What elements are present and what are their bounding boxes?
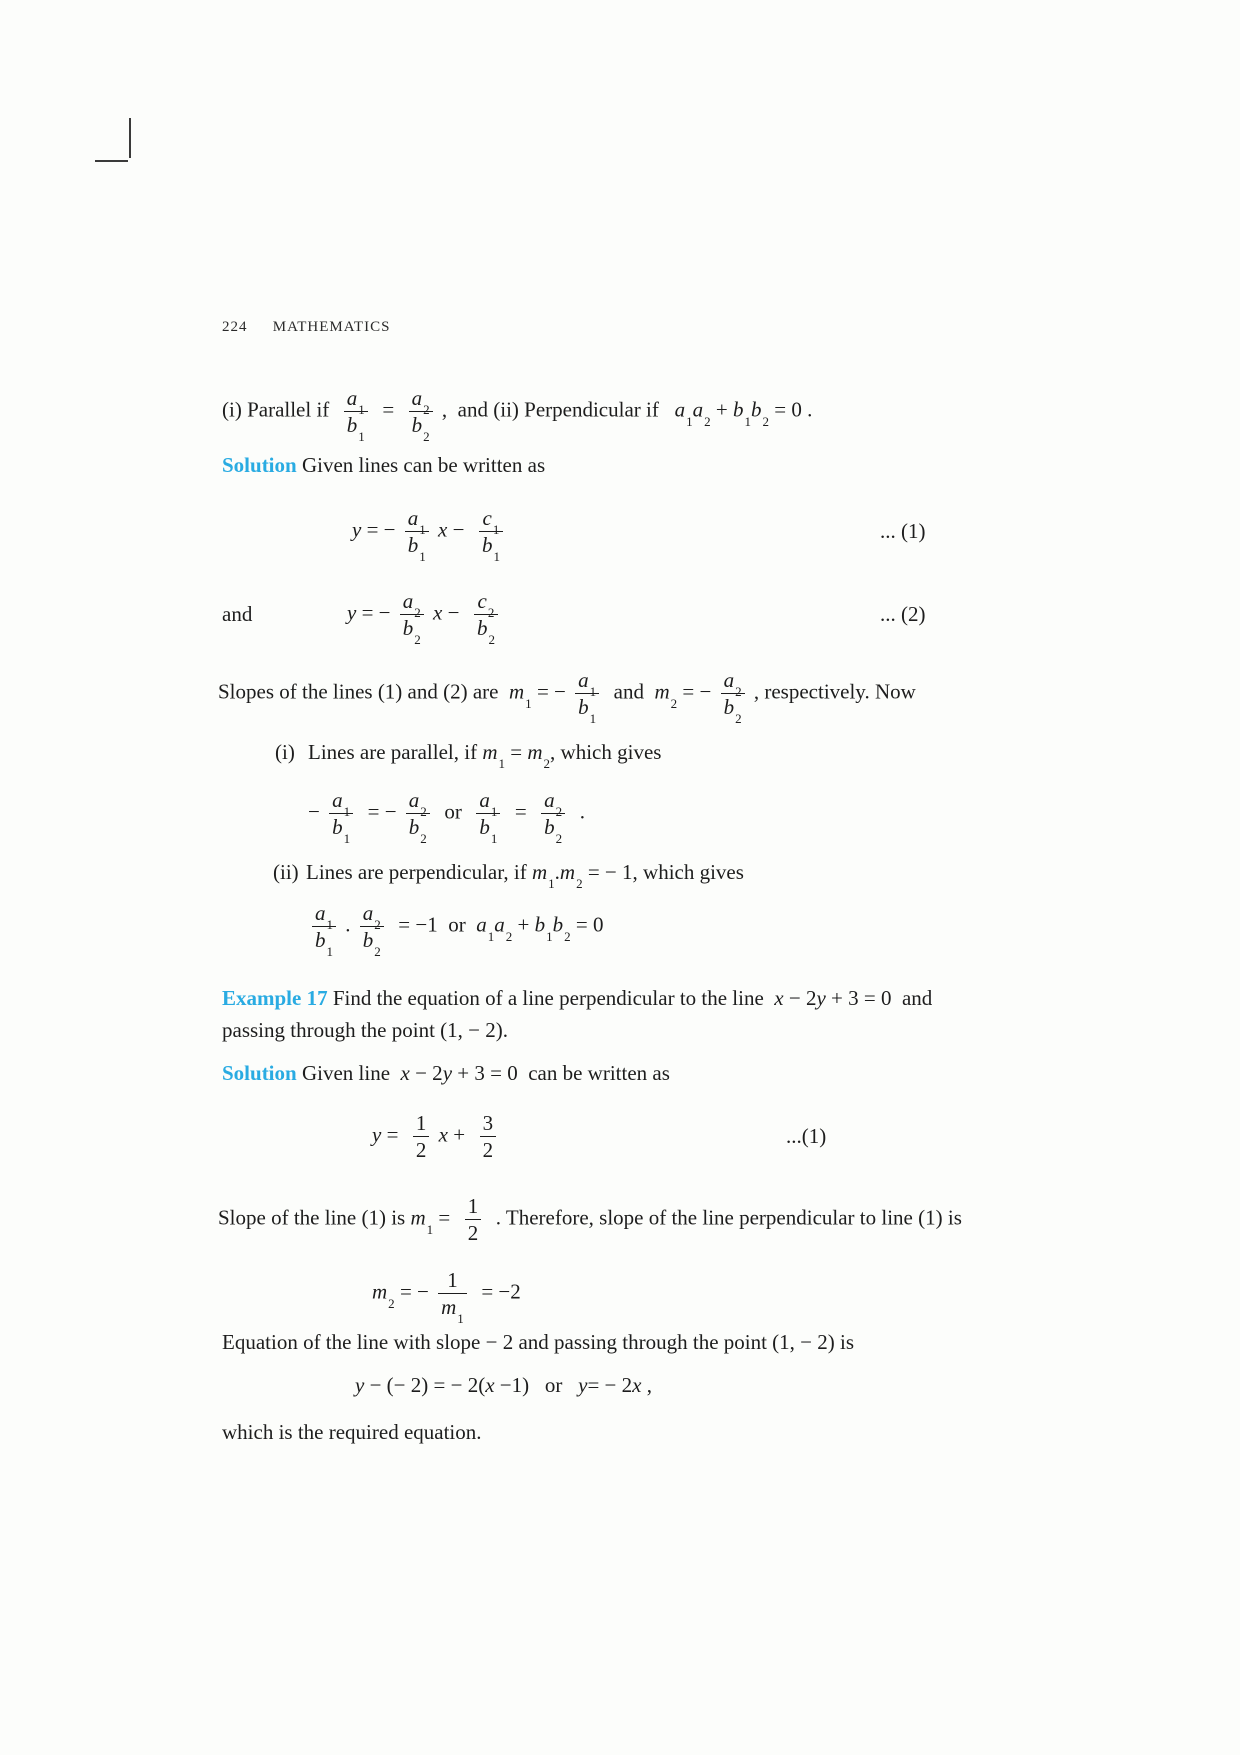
- expression-segment: −1) or: [494, 1373, 579, 1397]
- subscript: 2: [543, 756, 551, 772]
- subscript: 1: [490, 804, 498, 820]
- fraction-1-2: [465, 1195, 482, 1244]
- subscript: 2: [414, 632, 421, 648]
- var-b: b: [476, 616, 488, 641]
- var-m: m: [531, 860, 548, 884]
- equation-4: [372, 1268, 521, 1327]
- var-m: m: [527, 740, 543, 764]
- numerator: [575, 668, 599, 700]
- page-number: 224: [222, 319, 248, 335]
- subscript: 1: [490, 831, 498, 847]
- closing-line: which is the required equation.: [222, 1420, 482, 1444]
- numerator: [312, 901, 336, 933]
- solution-label: Solution: [222, 453, 297, 477]
- subscript: 1: [326, 917, 334, 933]
- var-b: b: [411, 413, 423, 438]
- var-c: c: [482, 506, 492, 530]
- numerator: [541, 788, 565, 820]
- var-b: b: [552, 912, 564, 937]
- slope-explanation-line: [218, 1195, 962, 1244]
- example-17-line-1: [222, 985, 932, 1012]
- solution-1-line: [222, 452, 545, 479]
- subscript: 1: [419, 522, 426, 538]
- subscript: 2: [374, 917, 381, 933]
- equation-3-number: ...(1): [786, 1124, 827, 1148]
- text-segment: Lines are perpendicular, if: [306, 860, 532, 884]
- subscript: 1: [343, 831, 351, 847]
- numerator: [409, 386, 433, 418]
- var-y: y: [372, 1122, 382, 1147]
- subscript: 2: [487, 605, 495, 621]
- list-item-parallel: [275, 739, 662, 772]
- subscript: 1: [358, 402, 365, 418]
- var-a: a: [315, 901, 326, 925]
- fraction-a1-b1: [476, 788, 500, 847]
- equation-2-number: ... (2): [880, 602, 926, 626]
- var-y: y: [442, 1061, 453, 1085]
- var-m: m: [482, 740, 498, 764]
- denominator: 2: [413, 1136, 430, 1161]
- denominator: [479, 531, 503, 565]
- minus-two: − 2: [409, 1061, 443, 1085]
- subscript: 1: [358, 429, 365, 445]
- numerator: [474, 589, 498, 621]
- text-segment: and: [608, 679, 650, 704]
- fraction-1-m1: [438, 1268, 467, 1327]
- subscript: 1: [525, 695, 532, 711]
- equation-3: [372, 1112, 500, 1161]
- equals-zero: = 0: [769, 397, 802, 422]
- numerator: [400, 589, 424, 621]
- var-b: b: [479, 815, 490, 840]
- var-a: a: [578, 668, 589, 692]
- plus-three-equals-zero: + 3 = 0: [825, 986, 902, 1010]
- slopes-line: [218, 668, 916, 727]
- perpendicular-condition-equation: [308, 901, 604, 960]
- numerator: 3: [482, 1111, 494, 1135]
- var-a: a: [332, 788, 343, 812]
- example-label: Example 17: [222, 986, 328, 1010]
- subscript: 2: [564, 928, 571, 944]
- var-m: m: [372, 1279, 388, 1304]
- var-a: a: [494, 912, 505, 937]
- subscript: 1: [548, 876, 555, 892]
- var-b: b: [407, 533, 419, 558]
- var-b: b: [346, 413, 358, 438]
- subscript: 1: [498, 756, 506, 772]
- var-m: m: [441, 1295, 457, 1320]
- var-b: b: [332, 815, 343, 840]
- text-segment: Lines are parallel, if: [308, 740, 483, 764]
- plus-sign: +: [710, 397, 733, 422]
- var-m: m: [509, 679, 525, 704]
- equals-sign: =: [433, 1205, 456, 1230]
- subscript: 2: [576, 876, 583, 892]
- var-x: x: [400, 1061, 410, 1085]
- equals-minus: = −: [361, 517, 396, 542]
- fraction-a2-b2: [400, 589, 424, 648]
- fraction-a1-b1: [405, 506, 429, 565]
- fraction-a1-b1: [312, 901, 336, 960]
- list-item-perpendicular: [273, 859, 744, 892]
- comma: ,: [641, 1373, 652, 1397]
- numerator: [360, 901, 384, 933]
- equals-minus-two: = −2: [476, 1279, 521, 1304]
- fraction-a2-b2: [406, 788, 430, 847]
- fraction-1-2: [413, 1112, 430, 1161]
- var-b: b: [362, 928, 374, 953]
- var-a: a: [544, 788, 555, 812]
- equals-sign: =: [381, 1122, 404, 1147]
- subscript: 1: [492, 522, 500, 538]
- plus-three-equals-zero: + 3 = 0: [452, 1061, 523, 1085]
- plus-sign: +: [512, 912, 535, 937]
- expression-segment: = − 2: [587, 1373, 633, 1397]
- subscript: 1: [426, 1221, 434, 1237]
- period: .: [574, 799, 585, 824]
- subscript: 2: [420, 804, 427, 820]
- equals-sign: =: [509, 799, 532, 824]
- denominator: 2: [480, 1136, 497, 1161]
- subscript: 1: [326, 944, 334, 960]
- var-b: b: [750, 397, 762, 422]
- text-segment: (i) Parallel if: [222, 397, 335, 422]
- var-b: b: [402, 616, 414, 641]
- subscript: 1: [546, 928, 553, 944]
- var-m: m: [410, 1205, 426, 1230]
- subscript: 2: [762, 413, 769, 429]
- example-17-line-2: passing through the point (1, − 2).: [222, 1018, 508, 1042]
- period: .: [801, 397, 813, 422]
- numerator: [479, 506, 503, 538]
- var-m: m: [559, 860, 576, 884]
- text-segment: , respectively. Now: [753, 679, 916, 704]
- minus-sign: −: [308, 799, 320, 824]
- text-segment: Find the equation of a line perpendicular to the line: [327, 986, 775, 1010]
- subscript: 1: [487, 928, 495, 944]
- var-b: b: [578, 695, 589, 720]
- text-segment: and: [901, 986, 933, 1010]
- equals-minus: = −: [362, 799, 397, 824]
- or-connector: or: [439, 799, 468, 824]
- var-m: m: [654, 679, 670, 704]
- numerator: [329, 788, 353, 820]
- var-y: y: [347, 600, 357, 625]
- var-x: x: [774, 986, 784, 1010]
- text-segment: = − 1, which gives: [582, 860, 744, 884]
- connector-and: and: [222, 602, 253, 626]
- minus-two: − 2: [783, 986, 817, 1010]
- numerator: [344, 386, 368, 418]
- denominator: [438, 1293, 467, 1327]
- multiplication-dot: .: [554, 860, 560, 884]
- var-x: x: [485, 1373, 495, 1397]
- fraction-c1-b1: [479, 506, 503, 565]
- subscript: 1: [419, 549, 426, 565]
- var-b: b: [723, 695, 735, 720]
- fraction-a1-b1: [344, 386, 368, 445]
- subscript: 2: [488, 632, 495, 648]
- equals-minus-one-or: = −1 or: [393, 912, 471, 937]
- page-header: [222, 311, 390, 338]
- subscript: 2: [555, 804, 563, 820]
- numerator: 1: [467, 1194, 479, 1218]
- var-b: b: [544, 815, 555, 840]
- equals-zero: = 0: [570, 912, 604, 937]
- var-y: y: [355, 1373, 365, 1397]
- subscript: 1: [589, 711, 597, 727]
- subscript: 1: [493, 549, 500, 565]
- var-b: b: [481, 533, 493, 558]
- denominator: [474, 614, 498, 648]
- text-segment: Given lines can be written as: [296, 453, 546, 477]
- minus-sign: −: [442, 600, 465, 625]
- var-x: x: [433, 600, 443, 625]
- subscript: 2: [414, 605, 421, 621]
- subscript: 2: [505, 928, 513, 944]
- fraction-a1-b1: [575, 668, 599, 727]
- equals-minus: = −: [356, 600, 391, 625]
- var-y: y: [578, 1373, 588, 1397]
- fraction-a2-b2: [721, 668, 745, 727]
- fraction-a2-b2: [360, 901, 384, 960]
- text-segment: can be written as: [522, 1061, 670, 1085]
- subscript: 2: [704, 413, 711, 429]
- text-segment: . Therefore, slope of the line perpendicular to line (1) is: [490, 1205, 962, 1230]
- equals-minus: = −: [677, 679, 712, 704]
- var-x: x: [438, 517, 448, 542]
- var-a: a: [411, 386, 423, 410]
- list-marker: (i): [275, 740, 295, 764]
- numerator: [476, 788, 500, 820]
- numerator: [406, 788, 430, 820]
- fraction-3-2: [480, 1112, 497, 1161]
- var-c: c: [477, 589, 487, 613]
- var-x: x: [438, 1122, 448, 1147]
- subscript: 2: [388, 1295, 395, 1311]
- var-b: b: [732, 397, 744, 422]
- subscript: 2: [423, 429, 430, 445]
- list-marker: (ii): [273, 860, 299, 884]
- var-a: a: [479, 788, 490, 812]
- equation-1: [352, 506, 507, 565]
- var-b: b: [315, 928, 326, 953]
- subscript: 1: [457, 1311, 464, 1327]
- subscript: 2: [670, 695, 678, 711]
- equals-sign: =: [377, 397, 400, 422]
- numerator: 1: [447, 1268, 458, 1292]
- book-title: MATHEMATICS: [272, 319, 391, 335]
- var-a: a: [476, 912, 487, 937]
- var-a: a: [402, 589, 414, 613]
- fraction-c2-b2: [474, 589, 498, 648]
- numerator: 1: [415, 1111, 427, 1135]
- point-slope-intro-line: Equation of the line with slope − 2 and passing through the point (1, − 2) is: [222, 1330, 855, 1354]
- equation-5: [355, 1372, 652, 1399]
- var-y: y: [352, 517, 362, 542]
- subscript: 2: [555, 831, 563, 847]
- var-b: b: [534, 912, 546, 937]
- text-segment: , and (ii) Perpendicular if: [441, 397, 670, 422]
- parallel-condition-equation: [308, 788, 585, 847]
- subscript: 2: [423, 402, 430, 418]
- fraction-a2-b2: [541, 788, 565, 847]
- solution-label: Solution: [222, 1061, 297, 1085]
- text-segment: Slopes of the lines (1) and (2) are: [218, 679, 504, 704]
- var-a: a: [674, 397, 686, 422]
- subscript: 1: [589, 684, 597, 700]
- var-a: a: [346, 386, 358, 410]
- denominator: 2: [465, 1219, 482, 1244]
- text-segment: Slope of the line (1) is: [218, 1205, 411, 1230]
- fraction-a1-b1: [329, 788, 353, 847]
- subscript: 1: [343, 804, 351, 820]
- var-a: a: [723, 668, 735, 692]
- equals-minus: = −: [531, 679, 566, 704]
- subscript: 2: [420, 831, 427, 847]
- equation-1-number: ... (1): [880, 519, 926, 543]
- var-a: a: [407, 506, 419, 530]
- subscript: 2: [735, 711, 742, 727]
- crop-mark-horizontal: [95, 160, 128, 162]
- var-a: a: [362, 901, 374, 925]
- expression-segment: − (− 2) = − 2(: [364, 1373, 486, 1397]
- var-a: a: [408, 788, 420, 812]
- text-segment: Given line: [296, 1061, 401, 1085]
- numerator: [405, 506, 429, 538]
- subscript: 2: [374, 944, 381, 960]
- subscript: 2: [735, 684, 742, 700]
- plus-sign: +: [448, 1122, 471, 1147]
- equation-2: [347, 589, 502, 648]
- numerator: [721, 668, 745, 700]
- multiplication-dot: .: [345, 912, 351, 937]
- fraction-a2-b2: [409, 386, 433, 445]
- subscript: 1: [686, 413, 693, 429]
- equals-minus: = −: [394, 1279, 429, 1304]
- text-segment: , which gives: [550, 740, 662, 764]
- equals-sign: =: [505, 740, 528, 764]
- minus-sign: −: [447, 517, 470, 542]
- var-a: a: [692, 397, 704, 422]
- conditions-line: [222, 386, 813, 445]
- var-x: x: [632, 1373, 642, 1397]
- subscript: 1: [744, 413, 751, 429]
- var-b: b: [408, 815, 420, 840]
- crop-mark-vertical: [129, 118, 131, 158]
- var-y: y: [816, 986, 826, 1010]
- solution-2-line: [222, 1060, 670, 1087]
